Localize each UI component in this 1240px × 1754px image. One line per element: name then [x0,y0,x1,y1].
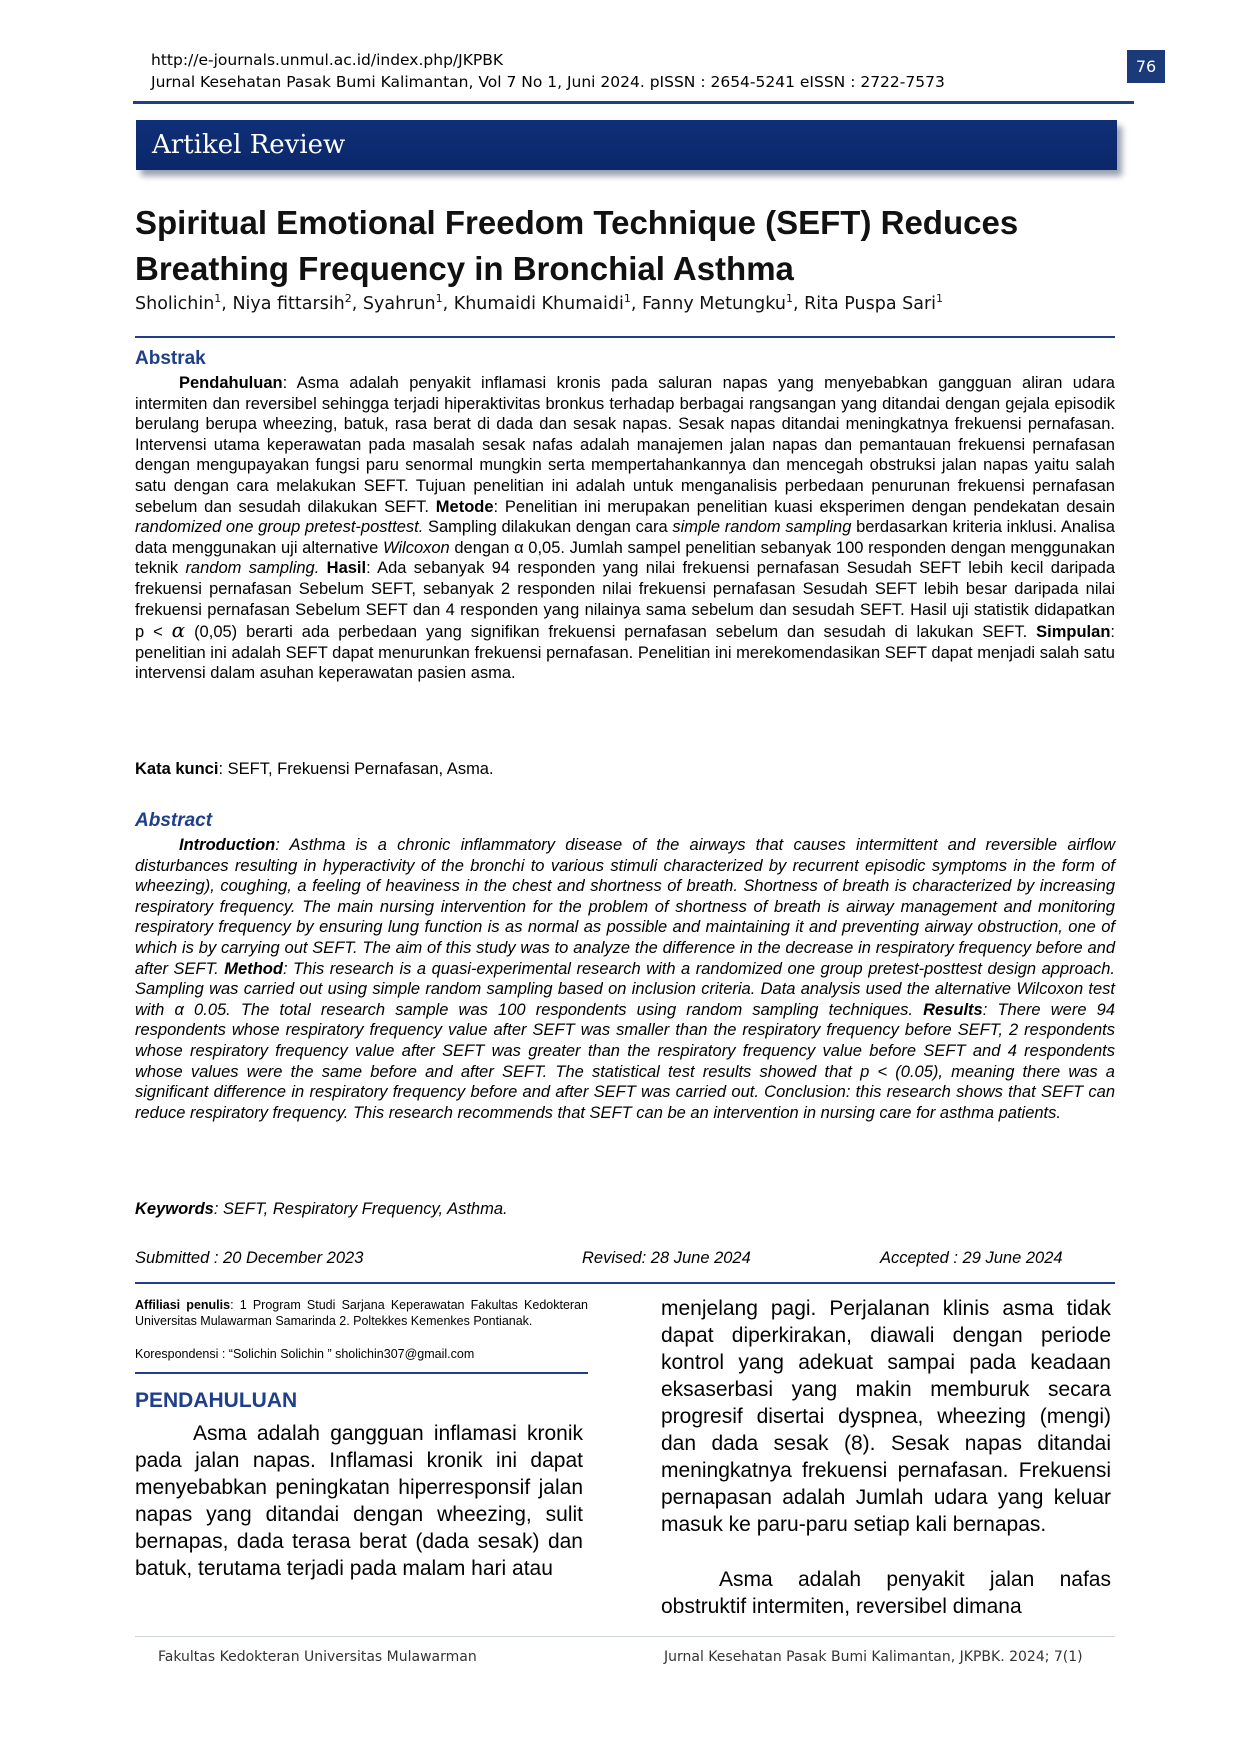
introduction-label: Introduction [179,836,276,854]
metode-test: Wilcoxon [382,538,450,557]
page-number-badge [1127,50,1165,83]
page-number: 76 [1135,57,1157,76]
body-text: Asma adalah penyakit jalan nafas obstruktif intermiten, reversibel dimana [661,1568,1111,1618]
author-affiliation-mark: 1 [936,292,944,305]
author-name: Fanny Metungku [641,293,786,314]
introduction-text: : Asthma is a chronic inflammatory disease of the airways that causes intermittent and reversible airflow disturbances resulting in hyperactivity of the bronchi to various stimuli characterized by recurrent episodic symptoms in the form of wheezing), coughing, a feeling of heaviness in the chest and shortness of breath. Shortness of breath is characterized by increasing respiratory frequency. The main nursing intervention for the problem of shortness of breath is airway management and monitoring respiratory frequency by ensuring lung function is as normal as possible and maintaining it and preventing airway obstruction, one of which is by carrying out SEFT. The aim of this study was to analyze the difference in the decrease in respiratory frequency before and after SEFT. [135,836,1115,978]
method-label: Method [224,959,283,978]
metode-text: dengan α 0,05. Jumlah sampel penelitian sebanyak 100 responden dengan menggunakan teknik [135,538,1115,578]
article-type-label: Artikel Review [152,130,346,160]
metode-text: berdasarkan kriteria inklusi. Analisa data menggunakan uji alternative [135,518,1115,557]
results-text: : There were 94 respondents whose respiratory frequency value after SEFT was smaller than the respiratory frequency before SEFT, 2 respondents whose respiratory frequency value after SEFT was greater than the respiratory frequency value before SEFT and 4 respondents whose values were the same before and after SEFT. The statistical test results showed that p < (0.05), meaning there was a significant difference in respiratory frequency before and after SEFT was carried out. Conclusion: this research shows that SEFT can reduce respiratory frequency. This research recommends that SEFT can be an intervention in nursing care for asthma patients. [135,1000,1116,1122]
author-name: Sholichin [135,293,215,314]
body-paragraph-right-2 [661,1566,1111,1620]
submitted-date: Submitted : 20 December 2023 [135,1249,364,1267]
metode-text: : Penelitian ini merupakan penelitian kuasi eksperimen dengan pendekatan desain [493,497,1115,516]
title-divider [135,336,1115,338]
footer-faculty: Fakultas Kedokteran Universitas Mulawarman [158,1649,477,1665]
abstrak-heading: Abstrak [135,348,206,369]
metode-sampling: simple random sampling [672,518,852,537]
keywords-text: : SEFT, Respiratory Frequency, Asthma. [213,1200,508,1218]
affiliation-divider [135,1372,588,1374]
body-paragraph-right-1: menjelang pagi. Perjalanan klinis asma tidak dapat diperkirakan, diawali dengan periode kontrol yang adekuat sampai pada keadaan eksaserbasi yang makin memburuk secara progresif disertai dyspnea, wheezing (mengi) dan dada sesak (8). Sesak napas ditandai meningkatnya frekuensi pernafasan. Frekuensi pernapasan adalah Jumlah udara yang keluar masuk ke paru-paru setiap kali bernapas. [661,1297,1111,1536]
author-affiliation-mark: 1 [785,292,793,305]
header-divider [133,101,1134,104]
article-title-line-2: Breathing Frequency in Bronchial Asthma [135,250,794,287]
hasil-text: : Ada sebanyak 94 responden yang nilai frekuensi pernafasan Sesudah SEFT lebih kecil daripada frekuensi pernafasan Sebelum SEFT, sebanyak 2 responden nilai frekuensi pernafasan Sesudah SEFT lebih besar daripada nilai frekuensi pernafasan Sebelum SEFT dan 4 responden yang nilainya sama sebelum dan sesudah SEFT. Hasil uji statistik didapatkan p < [135,559,1116,642]
article-title [135,200,1115,292]
metode-label: Metode [435,497,494,516]
simpulan-label: Simpulan [1036,623,1111,642]
body-paragraph-left [135,1420,583,1582]
metode-design: randomized one group pretest-posttest. [135,518,424,537]
pendahuluan-text: : Asma adalah penyakit inflamasi kronis pada saluran napas yang menyebabkan gangguan aliran udara intermiten dan reversibel sehingga terjadi hiperaktivitas bronkus terhadap berbagai rangsangan yang ditandai dengan gejala episodik berulang berupa wheezing, batuk, rasa berat di dada dan sesak napas. Sesak napas ditandai meningkatnya frekuensi pernafasan. Intervensi utama keperawatan pada masalah sesak nafas adalah manajemen jalan napas dan pemantauan frekuensi pernafasan dengan mengupayakan fungsi paru senormal mungkin serta mempertahankannya dan mencegah obstruksi jalan napas yaitu salah satu dengan cara melakukan SEFT. Tujuan penelitian ini adalah untuk menganalisis perbedaan penurunan frekuensi pernafasan sebelum dan sesudah dilakukan SEFT. [135,374,1115,516]
method-text: : This research is a quasi-experimental research with a randomized one group pretest-posttest design approach. Sampling was carried out using simple random sampling based on inclusion criteria. Data analysis used the alternative Wilcoxon test with α 0.05. The total research sample was 100 respondents using random sampling techniques. [135,959,1115,1019]
author-affiliation-mark: 1 [623,292,631,305]
abstract-paragraph [135,835,1115,1123]
affiliation-block [135,1298,588,1329]
affiliation-text: : 1 Program Studi Sarjana Keperawatan Fakultas Kedokteran Universitas Mulawarman Samarinda 2. Poltekkes Kemenkes Pontianak. [135,1298,588,1328]
article-type-banner [136,120,1117,170]
author-list: Sholichin$^1$, Niya fittarsih$^2$, Syahrun$^1$, Khumaidi Khumaidi$^1$, Fanny Metungku$^1$, Rita Puspa Sari$^1$ [135,292,944,314]
keywords [135,1200,508,1219]
alpha-symbol: α [171,618,186,643]
simpulan-text: : penelitian ini adalah SEFT dapat menurunkan frekuensi pernafasan. Penelitian ini merekomendasikan SEFT dapat menjadi salah satu intervensi dalam asuhan keperawatan pasien asma. [135,623,1115,683]
abstrak-paragraph [135,373,1115,684]
author-name: Syahrun [362,293,436,314]
body-text: Asma adalah gangguan inflamasi kronik pada jalan napas. Inflamasi kronik ini dapat menyebabkan peningkatan hiperresponsif jalan napas yang ditandai dengan wheezing, sulit bernapas, dada terasa berat (dada sesak) dan batuk, terutama terjadi pada malam hari atau [135,1422,583,1580]
hasil-text: (0,05) berarti ada perbedaan yang signifikan frekuensi pernafasan sebelum dan sesudah di lakukan SEFT. [185,623,1037,642]
revised-date: Revised: 28 June 2024 [582,1249,751,1267]
author-affiliation-mark: 2 [344,292,352,305]
pendahuluan-heading: PENDAHULUAN [135,1389,298,1412]
affiliation-label: Affiliasi penulis [135,1298,231,1312]
keywords-label: Keywords [135,1200,214,1218]
journal-url[interactable]: http://e-journals.unmul.ac.id/index.php/JKPBK [151,51,504,69]
author-name: Khumaidi Khumaidi [453,293,624,314]
article-title-line-1: Spiritual Emotional Freedom Technique (SEFT) Reduces [135,204,1019,241]
author-name: Rita Puspa Sari [804,293,937,314]
author-affiliation-mark: 1 [435,292,443,305]
accepted-date: Accepted : 29 June 2024 [880,1249,1063,1267]
metode-text: Sampling dilakukan dengan cara [423,518,673,537]
author-affiliation-mark: 1 [214,292,222,305]
metode-technique: random sampling. [185,559,320,578]
dates-divider [135,1282,1115,1284]
pendahuluan-label: Pendahuluan [179,374,283,392]
results-label: Results [923,1000,983,1019]
correspondence: Korespondensi : “Solichin Solichin ” sholichin307@gmail.com [135,1347,475,1361]
footer-divider [135,1636,1115,1637]
footer-journal: Jurnal Kesehatan Pasak Bumi Kalimantan, JKPBK. 2024; 7(1) [664,1649,1083,1665]
abstract-heading: Abstract [135,810,213,831]
author-name: Niya fittarsih [232,293,345,314]
kata-kunci [135,760,494,779]
kata-kunci-text: : SEFT, Frekuensi Pernafasan, Asma. [218,760,494,778]
kata-kunci-label: Kata kunci [135,760,219,778]
journal-citation-line: Jurnal Kesehatan Pasak Bumi Kalimantan, Vol 7 No 1, Juni 2024. pISSN : 2654-5241 eISSN : 2722-7573 [151,73,945,91]
hasil-label: Hasil [326,559,367,578]
